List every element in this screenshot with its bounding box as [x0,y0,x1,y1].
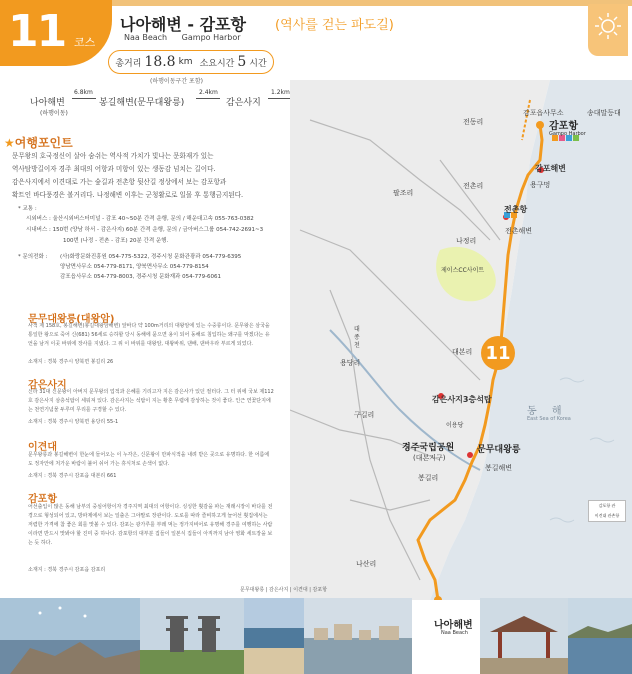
map-label: 이용당 [446,422,464,429]
course-badge [0,0,112,66]
photo-pavilion [480,598,568,674]
map-label-naa-beach: 나아해변 [434,620,473,631]
title-en-end: Gampo Harbor [181,33,241,42]
map-label: 나정리 [456,237,477,245]
end-point [536,121,544,129]
transport-label: * 교통 : [18,206,37,212]
route-stop: 감은사지 [226,98,261,108]
tour-points-title: 여행포인트 [14,136,73,150]
map-label: 용구멍 [530,181,551,189]
map-label: 구길리 [354,411,375,419]
tour-point-line: 문무왕의 호국정신이 살아 숨쉬는 역사적 가치가 빛나는 문화재가 있는 [12,152,214,160]
route-stop-note: (하행이동) [40,110,68,117]
course-number-marker: 11 [481,336,515,370]
map-label: Gampo Harbor [549,131,586,137]
course-map [290,80,632,600]
map-label-gampo-port: 감포항 [549,121,578,132]
map-label: 나산리 [356,560,377,568]
route-segment [196,98,220,99]
distance-unit: km [178,57,193,67]
map-label: Naa Beach [441,630,468,636]
poi-munmu [467,452,473,458]
contact-line: (사)화랑문화진흥원 054-775-5322, 경주시청 문화관광과 054-779-6395 [60,254,242,260]
route-stop: 봉길해변(문무대왕릉) [99,98,185,108]
sight-address: 소재지 : 경북 경주시 감포읍 감포리 [28,567,106,573]
transport-line: 시외버스 : 울산시외버스터미널 - 감포 40~50분 간격 운행, 문의 / 해운대고속 055-763-0382 [26,216,254,222]
sight-description: 신라 31대 신문왕이 아버지 문무왕의 업적과 은혜를 기리고자 지은 감은사가 있던 절터다. 그 터 위에 국보 제112호 감은사지 삼층석탑이 세워져 있다. 감은사지는 석탑이 지는 황혼 무렵에 감상하는 것이 좋다. 인근 연꽃단지에는 천연기념물 두루미 무리를 구경할 수 있다. [28,389,274,413]
photo-beach [244,598,304,674]
sight-title: 이견대 [28,442,57,453]
sight-address: 소재지 : 경북 경주시 양북면 용당리 55-1 [28,419,119,425]
legend-line: 감포항 관 [598,503,616,508]
map-label: 전촌리 [463,182,484,190]
map-legend [588,500,626,522]
tour-point-line: 감은사지에서 이견대로 가는 숲길과 전촌항 뒷산길 정상에서 보는 감포항과 [12,178,227,186]
distance-label: 총거리 [115,58,142,69]
sight-description: 사적 제 158호, 봉길해변(봉길대왕암해변) 앞바다 약 100m거리의 대왕암에 있는 수중릉이다. 문무왕은 삼국을 통일한 왕으로 죽어 신(681) 56세로 승하할 당시 동해에 묻으면 용이 되어 동해로 침입하는 왜구를 막겠다는 유언을 남겨 이곳 바위에 장사를 지냈다. 그 위 이 바위를 대왕암, 대왕바위, 댄배, 댄바우라 부르게 되었다. [28,323,270,347]
map-label: 전동리 [463,118,484,126]
sun-emblem-icon [588,4,628,56]
route-stop: 나아해변 [30,98,65,108]
tour-points-text [12,150,292,202]
sight-address: 소재지 : 경북 경주시 감포읍 대본리 661 [28,473,117,479]
course-title-english [124,33,253,42]
map-label: 팔조리 [393,189,414,197]
map-label: East Sea of Korea [527,416,571,422]
map-label: 대 종 천 [354,326,360,349]
tour-point-line: 확트인 바다풍경은 볼거리다. 나정해변 이후는 군청활로로 일몰 후 통행금지된다. [12,191,244,199]
star-icon: ★ [4,136,15,150]
time-unit: 시간 [249,58,267,69]
sight-description: 어선출입이 많은 동해 남부의 중심어항이자 경주지역 최대의 어항이다. 싱싱한 횟감을 파는 재래시장이 바다를 전경으로 형성되어 있고, 방파제에서 보는 일출은 그야말로 장관이다. 도로를 따라 즐비하고게 늘어선 횟집에서는 저렴한 가격에 참 좋은 회를 맛볼 수 있다. 감포는 광가루를 부레 먹는 정가지비어로 유명해 경주를 여행하는 사람이라면 반드시 맛봐야 할 진미 중 하나다. 감포항의 대부분 집들이 일본식 집들이 아직까지 남아 영화 세트장을 보는 듯 하다. [28,504,273,546]
contact-label: * 문의전화 : [18,254,48,260]
sight-title: 감포항 [28,494,57,505]
time-value: 5 [237,54,247,70]
photo-harbor-town [304,598,412,674]
sight-title: 감은사지 [28,380,67,391]
map-label: 봉길리 [418,474,439,482]
map-label: 용당리 [340,359,361,367]
segment-distance: 2.4km [199,89,218,96]
distance-value: 18.8 [144,54,176,70]
tour-points-heading [4,134,73,151]
photo-pagoda [140,598,244,674]
segment-distance: 6.8km [74,89,93,96]
map-label: 봉길해변 [485,464,513,472]
course-title: 나아해변 - 감포항 [120,15,246,34]
contact-line: 감포읍사무소 054-779-8003, 경주시청 문화재과 054-779-6061 [60,274,222,280]
transport-line: 시내버스 : 150번 (양남 하서 - 감은사지) 60분 간격 운행, 문의 / 금아버스그룹 054-742-2691~3 [26,227,264,233]
segment-distance: 1.2km [271,89,290,96]
sight-title: 문무대왕릉(대왕암) [28,314,115,325]
map-label: 제이스CC사이트 [441,267,485,274]
map-label: 대본리 [452,348,473,356]
contact-line: 양남면사무소 054-779-8171, 양북면사무소 054-779-8154 [60,264,209,270]
map-label: 전촌항 [504,205,528,214]
photo-coast-rocks [0,598,140,674]
transport-line: 100번 (나정 - 전촌 - 감포) 20분 간격 운행. [63,238,169,244]
distance-summary [108,50,274,74]
photo-credit: 문무대왕릉 | 감은사지 | 이견대 | 감포항 [240,587,328,593]
course-subtitle: (역사를 걷는 파도길) [275,18,394,33]
map-label: 감은사지3층석탑 [432,395,492,404]
map-label: 송대말등대 [587,109,621,117]
time-label: 소요시간 [199,58,235,69]
map-label: 감포해변 [535,164,566,173]
course-unit: 코스 [74,36,96,49]
distance-note: (하행이동구간 포함) [150,78,203,85]
sight-description: 문무왕릉과 봉길해변이 한눈에 들어오는 이 누각은, 신문왕이 만파식적을 내려 받은 곳으로 유명하다. 한 어름에도 정자안에 처가운 바람이 불어 쉬어 가는 휴식처로 손색이 없다. [28,452,270,467]
map-label-munmu: 문무대왕릉 [477,445,521,455]
route-segment [72,98,96,99]
map-label: 전촌해변 [505,227,533,235]
sight-address: 소재지 : 경북 경주시 양북면 봉길리 26 [28,359,114,365]
photo-port-view [568,598,632,674]
map-label: 감포읍사무소 [523,109,564,117]
tour-point-line: 역사탐방길이자 경주 최대의 어항과 미항이 있는 생동감 넘치는 길이다. [12,165,216,173]
map-label: (대본지구) [413,454,446,462]
map-label-national-park: 경주국립공원 [402,443,455,453]
title-en-start: Naa Beach [124,33,168,42]
course-number: 11 [8,6,66,57]
map-label-east-sea: 동 해 [527,406,568,417]
legend-line: 이견대 관촌항 [594,513,620,518]
